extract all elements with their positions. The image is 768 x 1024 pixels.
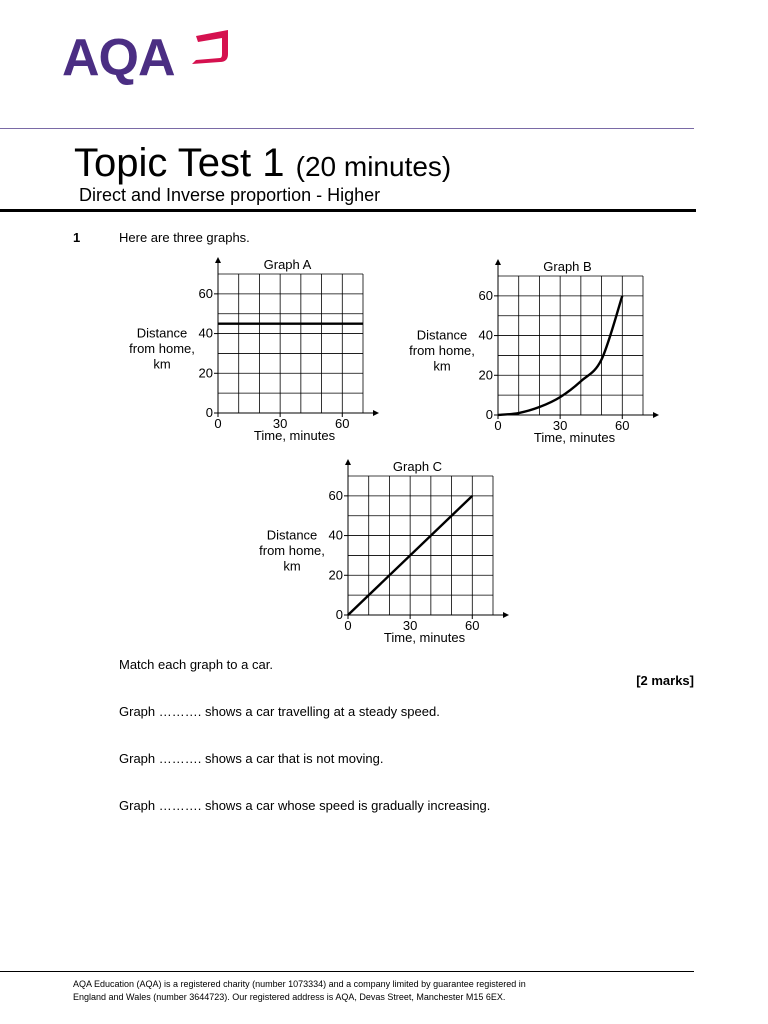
y-axis-label: km [433,358,451,374]
answer-line-steady-speed[interactable]: Graph ………. shows a car travelling at a steady speed. [119,704,440,719]
answer-line-not-moving[interactable]: Graph ………. shows a car that is not moving. [119,751,384,766]
x-tick-label: 60 [465,618,480,633]
y-axis-label: from home, [129,341,195,357]
y-tick-label: 60 [328,487,343,503]
x-axis-label: Time, minutes [533,430,616,445]
y-axis-label: Distance [416,327,468,343]
y-tick-label: 40 [328,527,343,543]
x-tick-label: 60 [335,416,350,431]
y-tick-label: 20 [478,367,493,383]
graph-c [259,459,509,645]
y-tick-label: 0 [205,405,213,420]
footer [73,978,568,1004]
graph-b [409,259,659,445]
x-axis-label: Time, minutes [383,630,466,645]
y-tick-label: 40 [198,325,213,341]
y-axis-label: km [283,558,301,574]
graph-title: Graph A [263,257,312,272]
y-tick-label: 20 [328,567,343,583]
title-duration: (20 minutes) [295,151,452,182]
marks-badge: [2 marks] [636,673,694,688]
x-tick-label: 60 [615,418,630,433]
question-intro: Here are three graphs. [119,230,250,245]
y-tick-label: 0 [485,407,493,422]
title-text: Topic Test 1 [74,141,285,185]
y-axis-label: km [153,356,171,372]
x-tick-label: 30 [402,618,418,633]
footer-divider [0,971,694,972]
x-tick-label: 0 [494,418,502,433]
aqa-logo: AQA [62,29,175,87]
y-tick-label: 60 [198,285,213,301]
y-axis-arrow-icon [215,257,221,263]
y-axis-label: from home, [409,343,475,359]
question-number: 1 [73,230,81,245]
x-axis-arrow-icon [503,612,509,618]
x-axis-arrow-icon [653,412,659,418]
y-axis-arrow-icon [495,259,501,265]
graph-title: Graph C [392,459,443,474]
y-axis-label: from home, [259,543,325,559]
page-subtitle: Direct and Inverse proportion - Higher [79,185,381,205]
graph-a [129,257,379,443]
y-tick-label: 20 [198,365,213,381]
graph-title: Graph B [543,259,592,274]
y-tick-label: 0 [335,607,343,622]
answer-line-increasing-speed[interactable]: Graph ………. shows a car whose speed is gradually increasing. [119,798,491,813]
y-axis-label: Distance [136,325,188,341]
x-tick-label: 0 [344,618,352,633]
y-axis-arrow-icon [345,459,351,465]
x-tick-label: 0 [214,416,222,431]
x-axis-arrow-icon [373,410,379,416]
x-tick-label: 30 [272,416,288,431]
question-instruction: Match each graph to a car. [119,657,273,672]
footer-line-1: AQA Education (AQA) is a registered charity (number 1073334) and a company limited by guarantee registered in [73,979,526,989]
y-tick-label: 40 [478,327,493,343]
x-tick-label: 30 [552,418,568,433]
y-tick-label: 60 [478,287,493,303]
footer-line-2: England and Wales (number 3644723). Our registered address is AQA, Devas Street, Manchester M15 6EX. [73,992,506,1002]
y-axis-label: Distance [266,527,318,543]
x-axis-label: Time, minutes [253,428,336,443]
